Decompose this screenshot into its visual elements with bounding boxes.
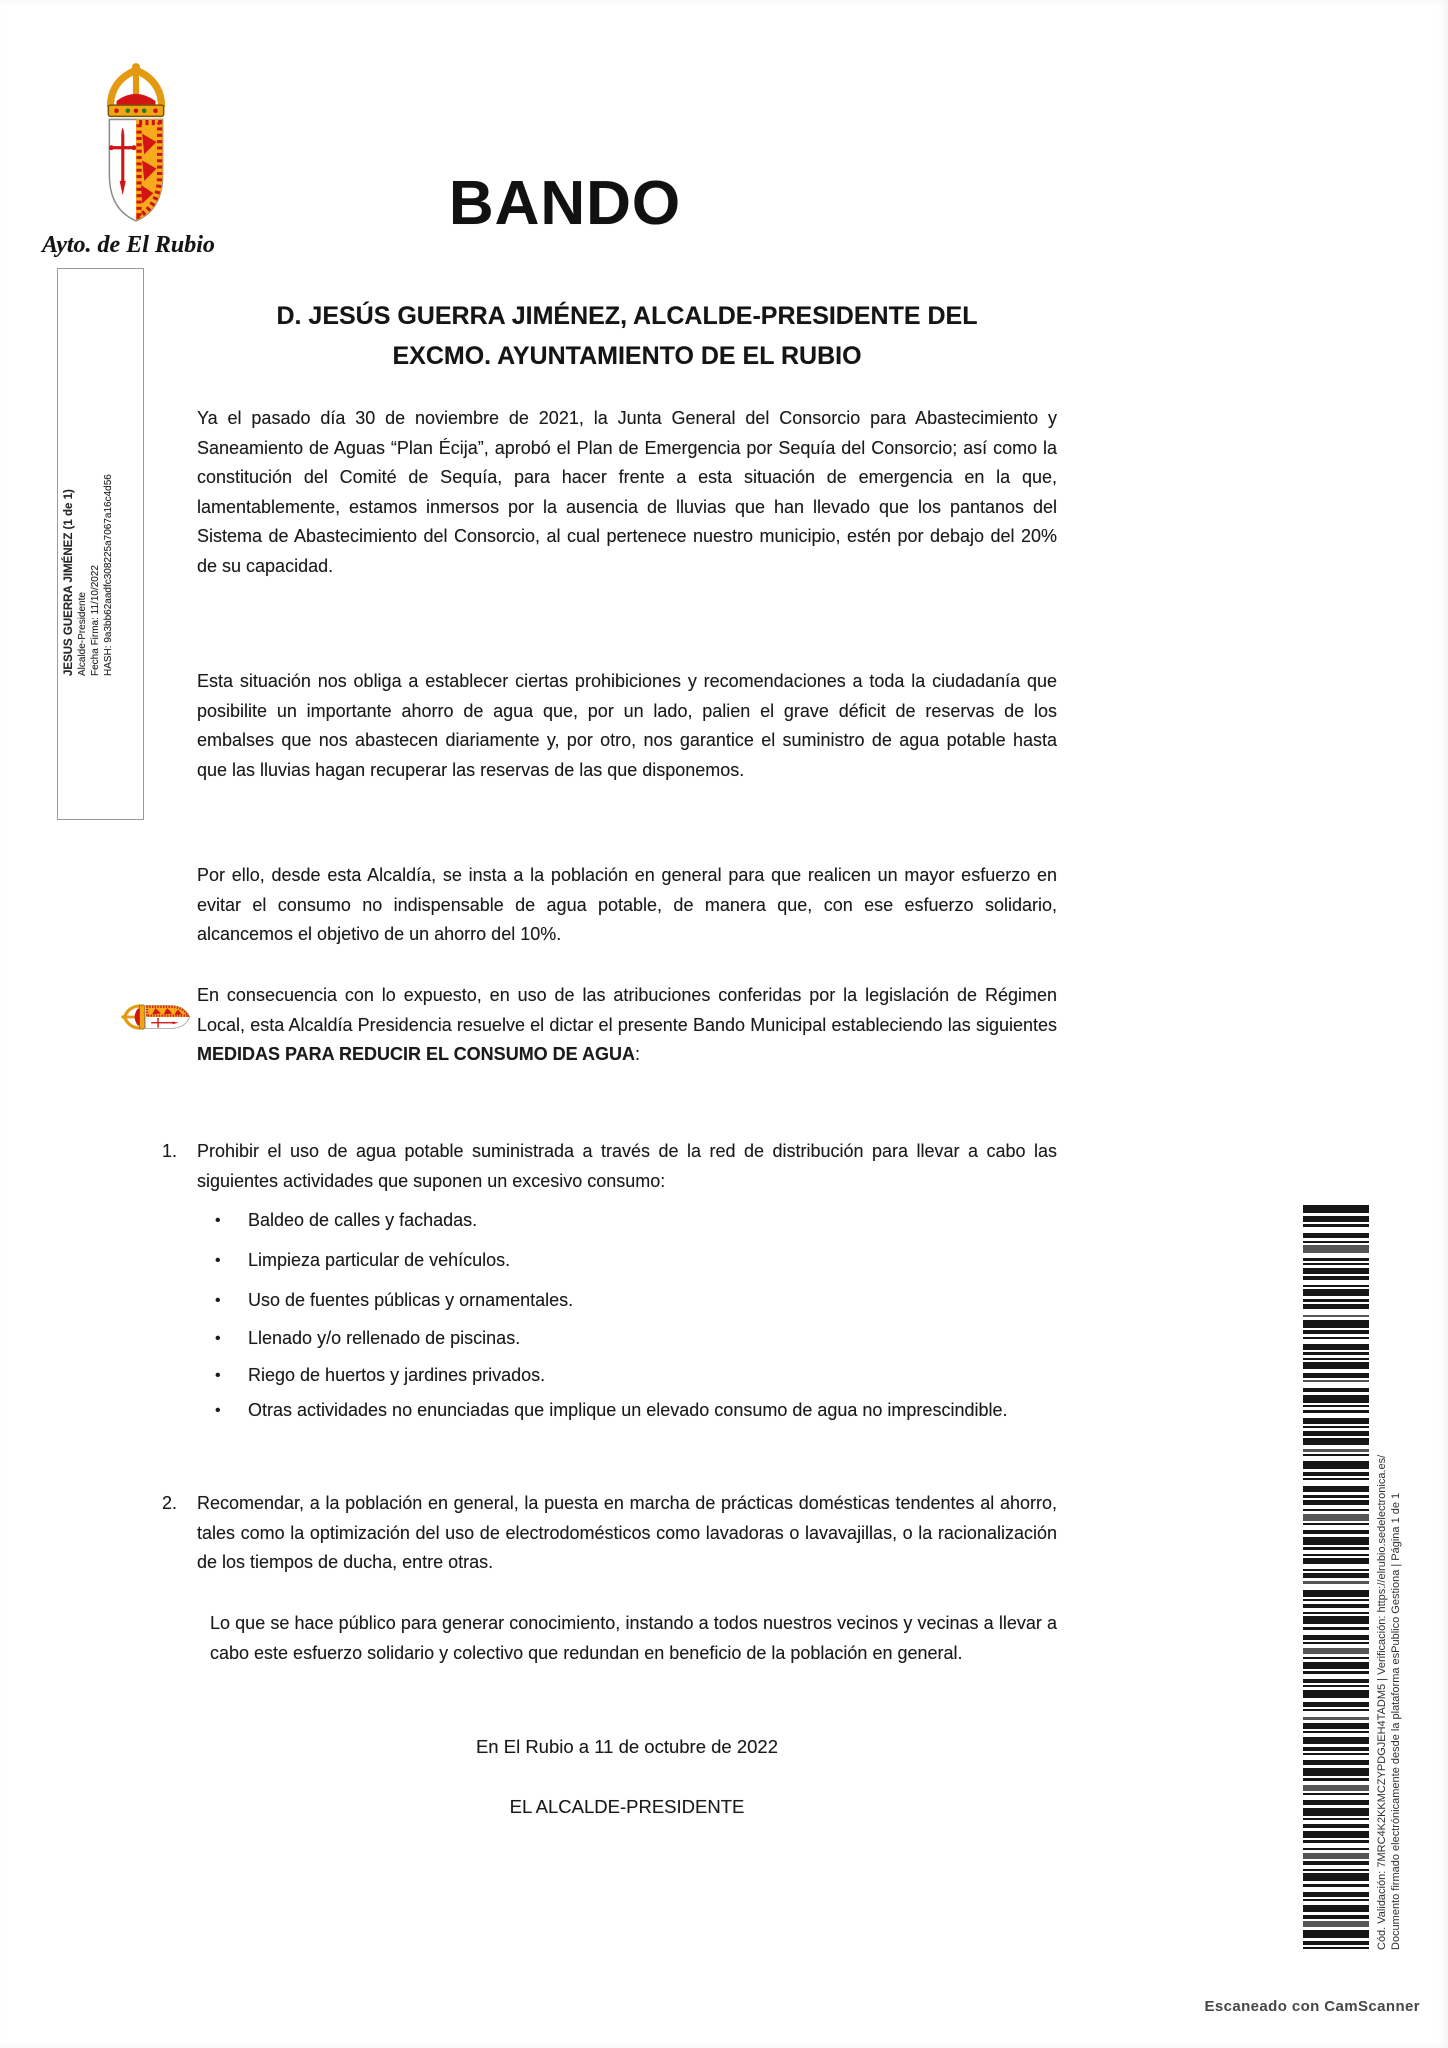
signer-name: JESUS GUERRA JIMÉNEZ (1 de 1) [63, 489, 75, 676]
validation-code-line: Cód. Validación: 7MRC4K2KKMCZYPDGJEH4TADM5 | Verificación: https://elrubio.sedelectronica.es/ [1376, 1454, 1388, 1950]
measures-bold-text: MEDIDAS PARA REDUCIR EL CONSUMO DE AGUA [197, 1044, 636, 1064]
paragraph-closing: Lo que se hace público para generar conocimiento, instando a todos nuestros vecinos y vecinas a llevar a cabo este esfuerzo solidario y colectivo que redundan en beneficio de la población en general. [210, 1613, 1057, 1663]
coat-of-arms-small-icon [120, 999, 192, 1035]
paragraph-situation: Esta situación nos obliga a establecer ciertas prohibiciones y recomendaciones a toda la ciudadanía que posibilite un importante ahorro de agua que, por un lado, palien el grave déficit de reservas de los embalses que nos abastecen diariamente y, por otro, nos garantice el suministro de agua potable hasta que las lluvias hagan recuperar las reservas de las que disponemos. [197, 671, 1057, 780]
signature-stamp-text [63, 404, 115, 676]
paragraph-resolution [197, 981, 1057, 1070]
barcode [1303, 1205, 1369, 1950]
paragraph-resolution-colon: : [635, 1044, 641, 1064]
platform-line: Documento firmado electrónicamente desde la plataforma esPublico Gestiona | Página 1 de 1 [1389, 1492, 1402, 1950]
heading-line1: D. JESÚS GUERRA JIMÉNEZ, ALCALDE-PRESIDENTE DEL [276, 302, 978, 330]
bullet-icon: • [215, 1330, 221, 1347]
list-item-2 [162, 1489, 1057, 1578]
bullet-item [215, 1361, 1057, 1391]
list-item-1-number: 1. [162, 1141, 178, 1161]
bullet-icon: • [215, 1292, 221, 1309]
bullet-text: Llenado y/o rellenado de piscinas. [248, 1328, 521, 1348]
signature-stamp-box [57, 268, 144, 820]
bullet-text: Riego de huertos y jardines privados. [248, 1365, 546, 1385]
bullet-text: Limpieza particular de vehículos. [248, 1250, 511, 1270]
verification-text [1376, 1372, 1403, 1950]
list-item-1-text: Prohibir el uso de agua potable suministrada a través de la red de distribución para llevar a cabo las siguientes actividades que suponen un excesivo consumo: [197, 1141, 1057, 1191]
signature-title: EL ALCALDE-PRESIDENTE [509, 1796, 745, 1817]
signature-hash: HASH: 9a3bb62aadfc308225a7067a16c4d56 [103, 474, 114, 676]
bullet-icon: • [215, 1402, 221, 1419]
organization-name: Ayto. de El Rubio [42, 232, 215, 258]
bullet-text: Baldeo de calles y fachadas. [248, 1210, 478, 1230]
bullet-item [215, 1286, 1057, 1316]
list-item-2-text: Recomendar, a la población en general, la puesta en marcha de prácticas domésticas tendentes al ahorro, tales como la optimización del uso de electrodomésticos como lavadoras o lavavajillas, o la racionalización de los tiempos de ducha, entre otras. [197, 1493, 1057, 1572]
bullet-item [215, 1206, 1057, 1236]
proclamation-heading [197, 296, 1057, 376]
paragraph-intro: Ya el pasado día 30 de noviembre de 2021, la Junta General del Consorcio para Abastecimiento y Saneamiento de Aguas “Plan Écija”, aprobó el Plan de Emergencia por Sequía del Consorcio; así como la constitución del Comité de Sequía, para hacer frente a esta situación de emergencia en la que, lamentablemente, estamos inmersos por la ausencia de lluvias que han llevado que los pantanos del Sistema de Abastecimiento del Consorcio, al cual pertenece nuestro municipio, estén por debajo del 20% de su capacidad. [197, 408, 1057, 576]
paragraph-resolution-text: En consecuencia con lo expuesto, en uso de las atribuciones conferidas por la legislación de Régimen Local, esta Alcaldía Presidencia resuelve el dictar el presente Bando Municipal estableciendo las siguientes [197, 985, 1057, 1035]
document-title: BANDO [448, 169, 682, 238]
bullet-icon: • [215, 1252, 221, 1269]
bullet-icon: • [215, 1212, 221, 1229]
bullet-icon: • [215, 1367, 221, 1384]
paragraph-request: Por ello, desde esta Alcaldía, se insta a la población en general para que realicen un mayor esfuerzo en evitar el consumo no indispensable de agua potable, de manera que, con ese esfuerzo solidario, alcancemos el objetivo de un ahorro del 10%. [197, 865, 1057, 944]
signer-role: Alcalde-Presidente [77, 592, 88, 676]
bullet-text: Otras actividades no enunciadas que implique un elevado consumo de agua no imprescindible. [248, 1400, 1008, 1420]
date-line: En El Rubio a 11 de octubre de 2022 [475, 1736, 779, 1757]
bullet-item [215, 1324, 1057, 1354]
bullet-text: Uso de fuentes públicas y ornamentales. [248, 1290, 574, 1310]
bullet-item [215, 1246, 1057, 1276]
scanner-credit: Escaneado con CamScanner [1204, 1998, 1420, 2015]
list-item-1 [162, 1137, 1057, 1196]
heading-line2: EXCMO. AYUNTAMIENTO DE EL RUBIO [392, 342, 862, 370]
signature-date: Fecha Firma: 11/10/2022 [90, 565, 101, 676]
bullet-item [215, 1396, 1057, 1426]
list-item-2-number: 2. [162, 1493, 178, 1513]
